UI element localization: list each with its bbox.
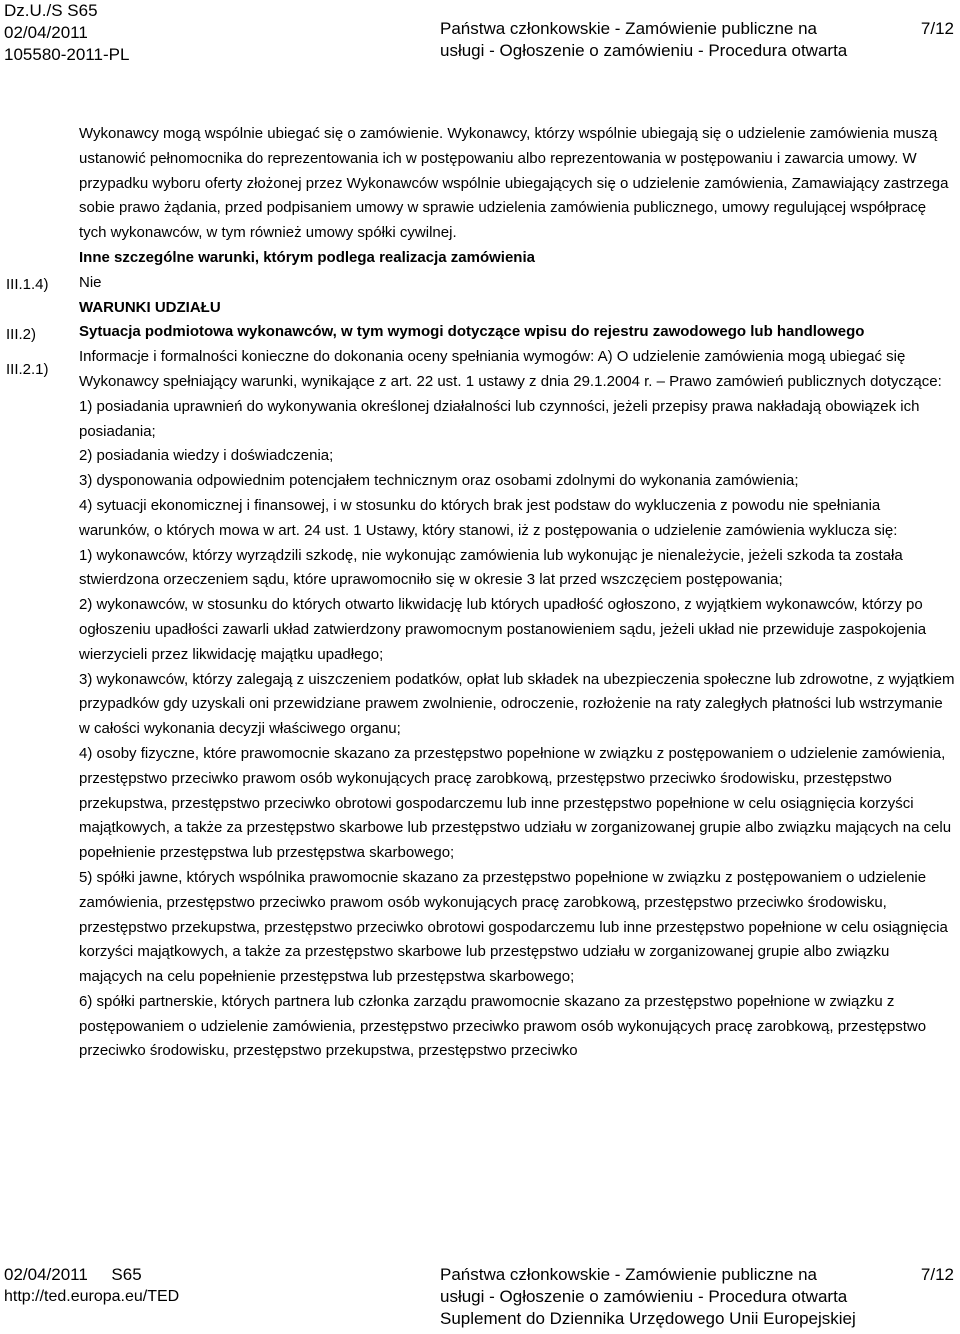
exclusion-item-5: 5) spółki jawne, których wspólnika prawomocnie skazano za przestępstwo popełnione w związku z postępowaniem o udzielenie zamówienia, przestępstwo przeciwko prawom osób wykonujących pracę zarobkową, przestępstwo przeciwko środowisku, przestępstwo przekupstwa, przestępstwo przeciwko obrotowi gospodarczemu lub inne przestępstwo popełnione w celu osiągnięcia korzyści majątkowych, a także za przestępstwo skarbowe lub przestępstwo udziału w zorganizowanej grupie albo związku mających na celu popełnienie przestępstwa lub przestępstwa skarbowego; — [79, 868, 948, 986]
header-title-line2: usługi - Ogłoszenie o zamówieniu - Procedura otwarta — [440, 41, 848, 60]
header-title-line1: Państwa członkowskie - Zamówienie publiczne na — [440, 19, 818, 38]
footer-date-series: 02/04/2011 S65 — [4, 1265, 142, 1284]
condition-item-3: 3) dysponowania odpowiednim potencjałem technicznym oraz osobami zdolnymi do wykonania zamówienia; — [79, 472, 799, 490]
footer-title-line3: Suplement do Dziennika Urzędowego Unii Europejskiej — [440, 1309, 856, 1328]
exclusion-item-1: 1) wykonawców, którzy wyrządzili szkodę, nie wykonując zamówienia lub wykonując je nienależycie, jeżeli szkoda ta została stwierdzona orzeczeniem sądu, które uprawomocniło się w okresie 3 lat przed wszczęciem postępowania; — [79, 546, 903, 589]
journal-ref: Dz.U./S S65 — [4, 1, 98, 20]
footer-title-line1: Państwa członkowskie - Zamówienie publiczne na — [440, 1265, 818, 1284]
answer-no: Nie — [79, 273, 102, 291]
exclusion-item-3: 3) wykonawców, którzy zalegają z uiszczeniem podatków, opłat lub składek na ubezpieczenia społeczne lub zdrowotne, z wyjątkiem przypadków gdy uzyskali oni przewidziane prawem zwolnienie, odroczenie, rozłożenie na raty zaległych płatności lub wstrzymanie w całości wykonania decyzji właściwego organu; — [79, 670, 955, 738]
exclusion-item-4: 4) osoby fizyczne, które prawomocnie skazano za przestępstwo popełnione w związku z postępowaniem o udzielenie zamówienia, przestępstwo przeciwko prawom osób wykonujących pracę zarobkową, przestępstwo przeciwko środowisku, przestępstwo przekupstwa, przestępstwo przeciwko obrotowi gospodarczemu lub inne przestępstwo popełnione w celu osiągnięcia korzyści majątkowych, a także za przestępstwo skarbowe lub przestępstwo udziału w zorganizowanej grupie albo związku mających na celu popełnienie przestępstwa lub przestępstwa skarbowego; — [79, 744, 952, 862]
footer-title — [440, 1264, 856, 1330]
section-label-iii-2-1: III.2.1) — [6, 361, 49, 378]
notice-number: 105580-2011-PL — [4, 45, 130, 64]
exclusion-item-6: 6) spółki partnerskie, których partnera lub członka zarządu prawomocnie skazano za przestępstwo popełnione w związku z postępowaniem o udzielenie zamówienia, przestępstwo przeciwko prawom osób wykonujących pracę zarobkową, przestępstwo przeciwko środowisku, przestępstwo przekupstwa, przestępstwo przeciwko — [79, 992, 927, 1060]
heading-contractor-situation: Sytuacja podmiotowa wykonawców, w tym wymogi dotyczące wpisu do rejestru zawodowego lub handlowego — [79, 323, 865, 341]
heading-other-conditions: Inne szczególne warunki, którym podlega realizacja zamówienia — [79, 248, 535, 266]
section-label-iii-1-4: III.1.4) — [6, 276, 49, 293]
header-page-number: 7/12 — [920, 19, 954, 38]
condition-item-4: 4) sytuacji ekonomicznej i finansowej, i w stosunku do których brak jest podstaw do wykluczenia z powodu nie spełniania warunków, o których mowa w art. 24 ust. 1 Ustawy, który stanowi, iż z postępowania o udzielenie zamówienia wyklucza się: — [79, 496, 898, 539]
footer-page-number: 7/12 — [920, 1265, 954, 1284]
heading-participation-conditions: WARUNKI UDZIAŁU — [79, 298, 221, 316]
footer-left — [4, 1264, 179, 1308]
document-body — [79, 122, 955, 1064]
condition-item-2: 2) posiadania wiedzy i doświadczenia; — [79, 447, 334, 465]
condition-item-1: 1) posiadania uprawnień do wykonywania określonej działalności lub czynności, jeżeli przepisy prawa nakładają obowiązek ich posiadania; — [79, 397, 920, 440]
footer-title-line2: usługi - Ogłoszenie o zamówieniu - Procedura otwarta — [440, 1287, 848, 1306]
exclusion-item-2: 2) wykonawców, w stosunku do których otwarto likwidację lub których upadłość ogłoszono, z wyjątkiem wykonawców, którzy po ogłoszeniu upadłości zawarli układ zatwierdzony prawomocnym postanowieniem sądu, jeżeli układ nie przewiduje zaspokojenia wierzycieli przez likwidację majątku upadłego; — [79, 596, 927, 663]
paragraph-info-formalities: Informacje i formalności konieczne do dokonania oceny spełniania wymogów: A) O udzielenie zamówienia mogą ubiegać się Wykonawcy spełniający warunki, wynikające z art. 22 ust. 1 ustawy z dnia 29.1.2004 r. – Prawo zamówień publicznych dotyczące: — [79, 348, 942, 390]
section-label-iii-2: III.2) — [6, 326, 37, 343]
header-left — [4, 0, 129, 66]
header-title — [440, 18, 848, 62]
footer-url[interactable]: http://ted.europa.eu/TED — [4, 1288, 180, 1305]
publication-date: 02/04/2011 — [4, 23, 88, 42]
paragraph-joint-bidders: Wykonawcy mogą wspólnie ubiegać się o zamówienie. Wykonawcy, którzy wspólnie ubiegają się o udzielenie zamówienia muszą ustanowić pełnomocnika do reprezentowania ich w postępowaniu albo reprezentowania w postępowaniu i zawarcia umowy. W przypadku wyboru oferty złożonej przez Wykonawców wspólnie ubiegających się o udzielenie zamówienia, Zamawiający zastrzega sobie prawo żądania, przed podpisaniem umowy w sprawie udzielenia zamówienia publicznego, umowy regulującej współpracę tych wykonawców, w tym również umowy spółki cywilnej. — [79, 125, 949, 242]
